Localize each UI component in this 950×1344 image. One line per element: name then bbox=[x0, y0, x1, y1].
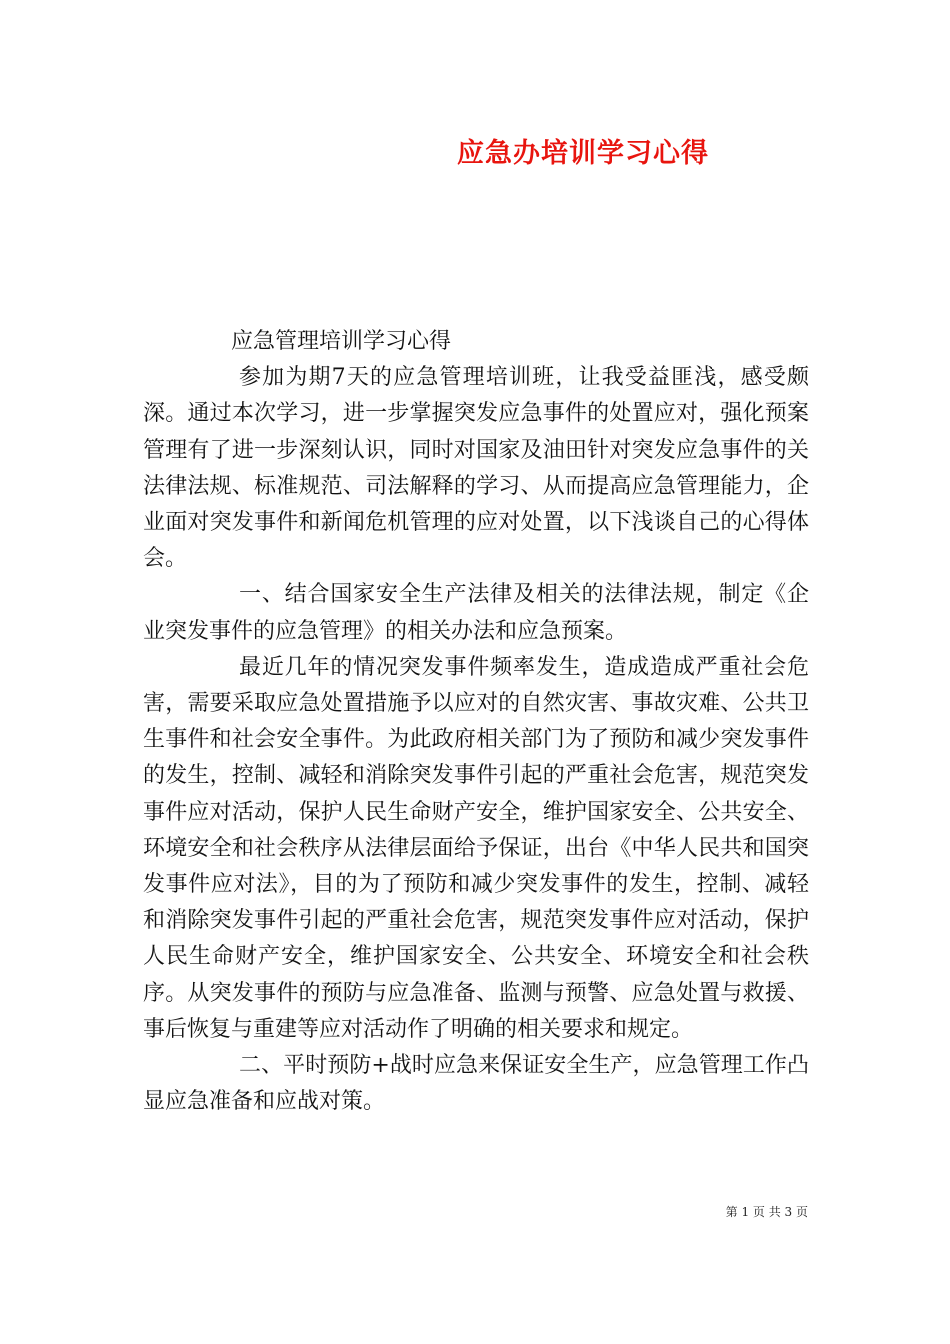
page-number: 第 1 页 共 3 页 bbox=[725, 1205, 808, 1219]
document-title: 应急办培训学习心得 bbox=[457, 138, 709, 169]
paragraph-intro: 参加为期7天的应急管理培训班，让我受益匪浅，感受颇深。通过本次学习，进一步掌握突发应急事件的处置应对，强化预案管理有了进一步深刻认识，同时对国家及油田针对突发应急事件的关法律法规、标准规范、司法解释的学习、从而提高应急管理能力，企业面对突发事件和新闻危机管理的应对处置，以下浅谈自己的心得体会。 bbox=[143, 365, 809, 572]
paragraph-background: 最近几年的情况突发事件频率发生，造成造成严重社会危害，需要采取应急处置措施予以应对的自然灾害、事故灾难、公共卫生事件和社会安全事件。为此政府相关部门为了预防和减少突发事件的发生，控制、减轻和消除突发事件引起的严重社会危害，规范突发事件应对活动，保护人民生命财产安全，维护国家安全、公共安全、环境安全和社会秩序从法律层面给予保证，出台《中华人民共和国突发事件应对法》，目的为了预防和减少突发事件的发生，控制、减轻和消除突发事件引起的严重社会危害，规范突发事件应对活动，保护人民生命财产安全，维护国家安全、公共安全、环境安全和社会秩序。从突发事件的预防与应急准备、监测与预警、应急处置与救援、事后恢复与重建等应对活动作了明确的相关要求和规定。 bbox=[143, 654, 809, 1042]
paragraph-section-two: 二、平时预防+战时应急来保证安全生产，应急管理工作凸显应急准备和应战对策。 bbox=[143, 1053, 809, 1115]
document-subtitle: 应急管理培训学习心得 bbox=[231, 329, 452, 354]
paragraph-section-one: 一、结合国家安全生产法律及相关的法律法规，制定《企业突发事件的应急管理》的相关办法和应急预案。 bbox=[143, 582, 809, 644]
document-body bbox=[143, 324, 809, 1120]
